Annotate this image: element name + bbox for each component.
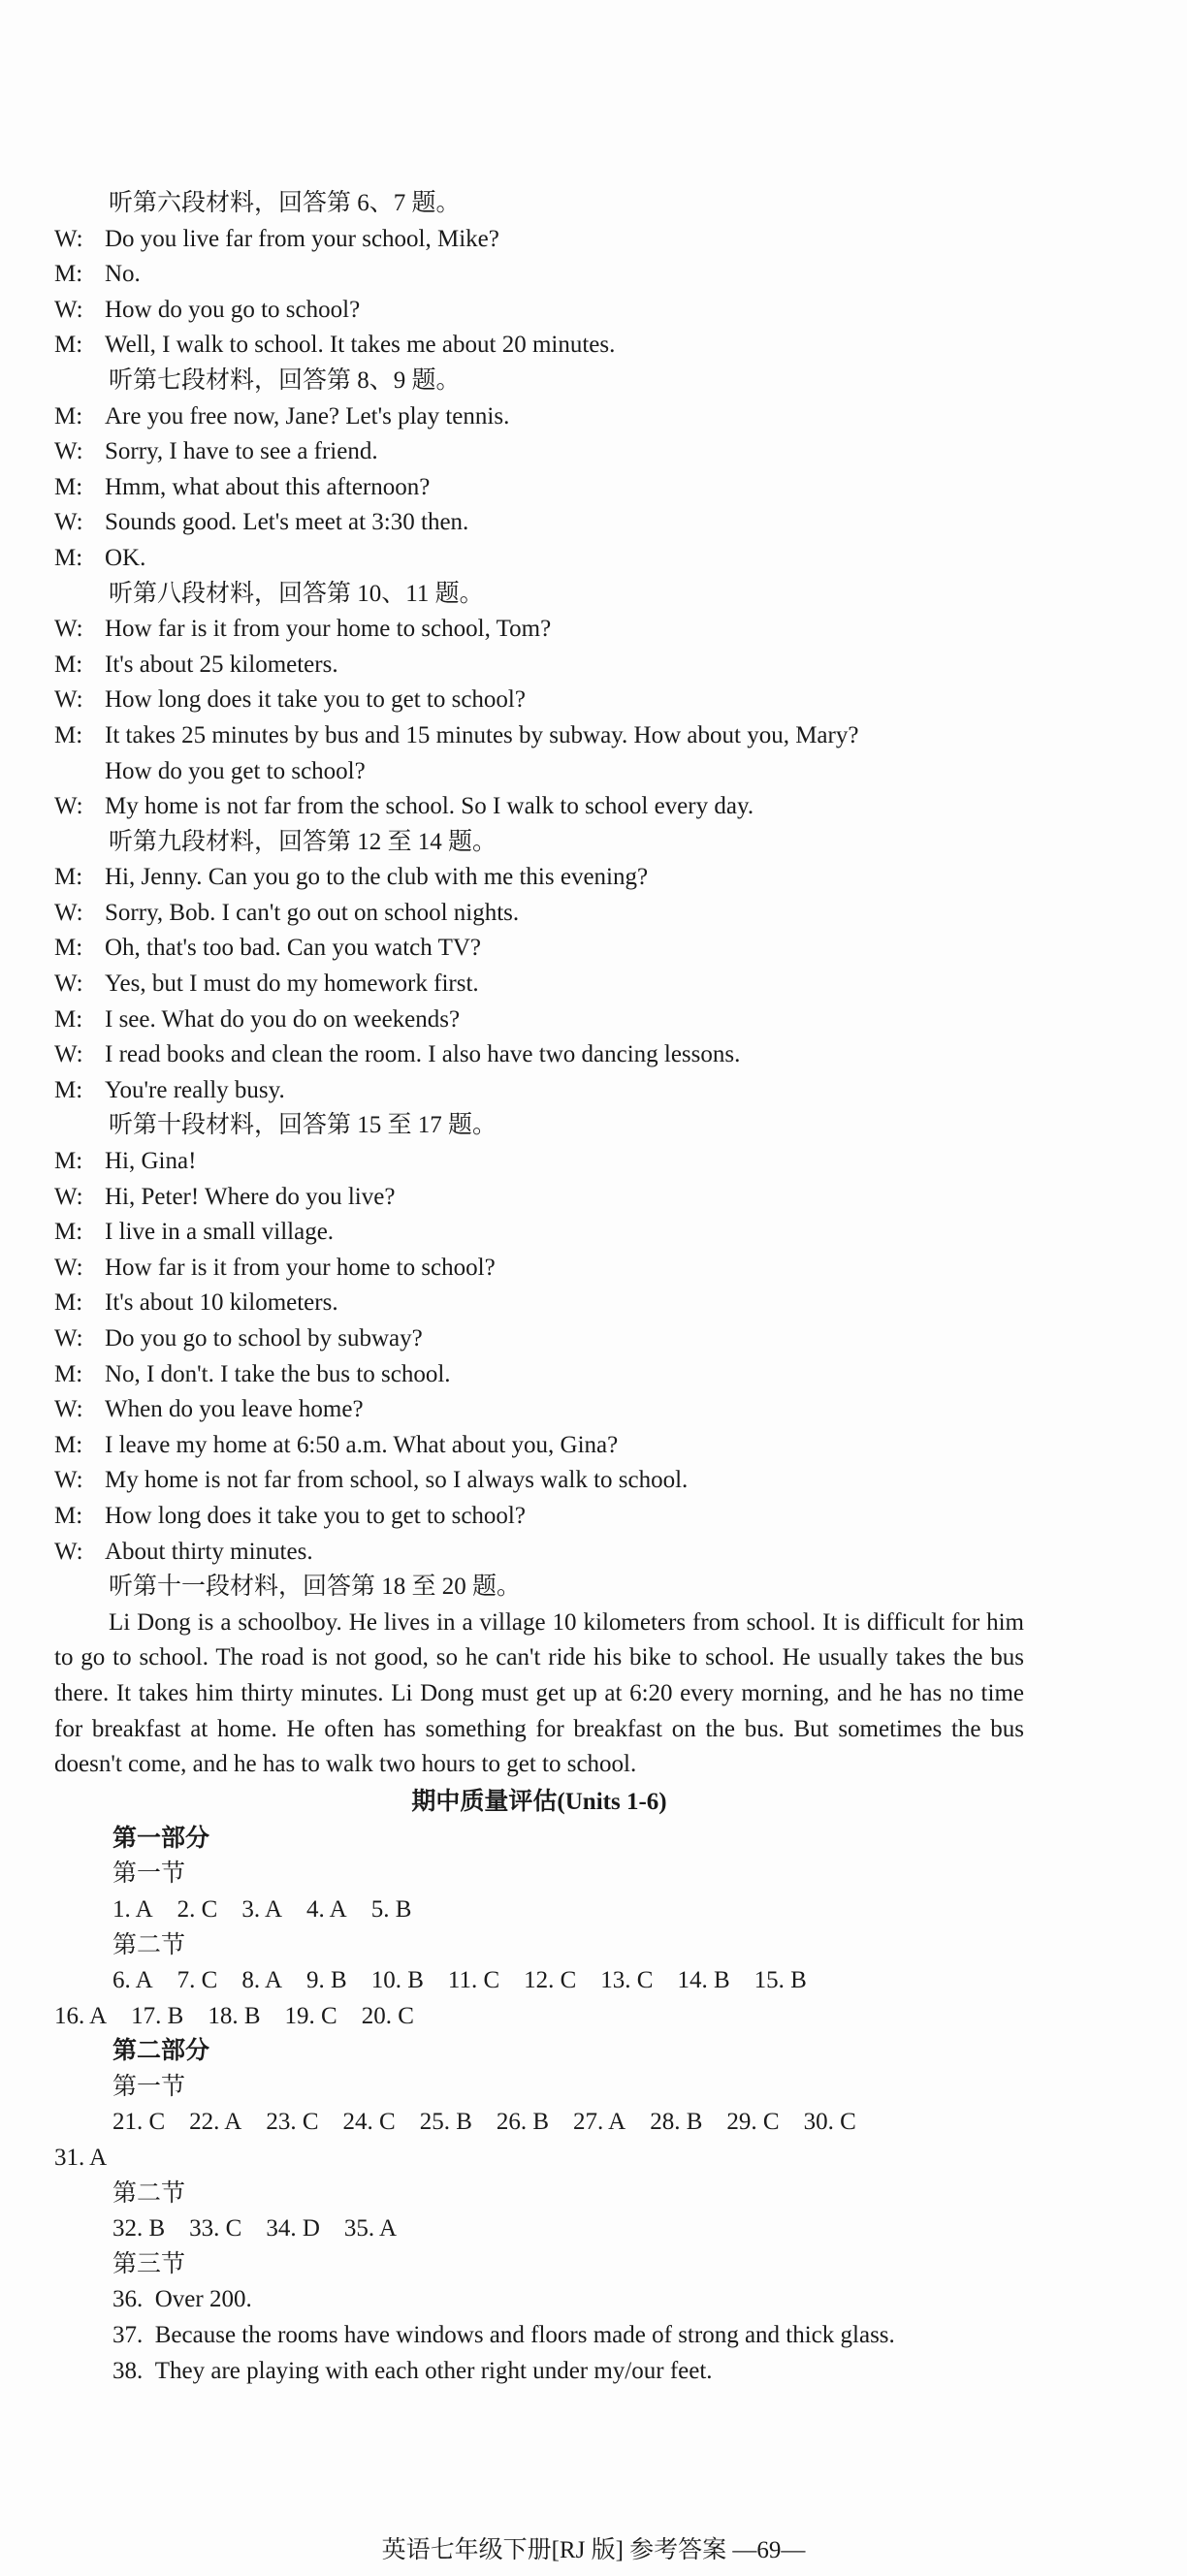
speaker: M: xyxy=(54,332,83,359)
part-heading: 第一部分 xyxy=(112,1825,210,1852)
dialogue-line xyxy=(54,1463,1024,1499)
dialogue-text: Yes, but I must do my homework first. xyxy=(105,970,479,998)
answer-row: 32. B 33. C 34. D 35. A xyxy=(112,2215,398,2242)
speaker: W: xyxy=(54,1467,83,1494)
speaker: M: xyxy=(54,864,83,891)
part-heading: 第二部分 xyxy=(112,2038,210,2065)
dialogue-line xyxy=(54,505,1024,541)
dialogue-text: When do you leave home? xyxy=(105,1396,364,1423)
dialogue-line xyxy=(54,1428,1024,1464)
dialogue-text: No, I don't. I take the bus to school. xyxy=(105,1360,451,1387)
subsection-heading: 第一节 xyxy=(112,2073,186,2100)
section-header: 听第七段材料，回答第 8、9 题。 xyxy=(109,366,461,394)
dialogue-line xyxy=(54,1180,1024,1216)
dialogue-10 xyxy=(54,1108,1024,1570)
speaker: M: xyxy=(54,1005,83,1033)
dialogue-text: Sounds good. Let's meet at 3:30 then. xyxy=(105,509,469,536)
dialogue-line xyxy=(54,1535,1024,1571)
dialogue-text: Sorry, I have to see a friend. xyxy=(105,438,378,465)
dialogue-line xyxy=(54,222,1024,258)
speaker: M: xyxy=(54,1289,83,1317)
dialogue-text: Hmm, what about this afternoon? xyxy=(105,473,431,500)
speaker: W: xyxy=(54,1396,83,1423)
speaker: W: xyxy=(54,296,83,323)
speaker: M: xyxy=(54,1219,83,1246)
passage-11 xyxy=(54,1570,1024,1783)
dialogue-text: Hi, Peter! Where do you live? xyxy=(105,1183,396,1210)
answer-36: 36. Over 200. xyxy=(112,2286,252,2313)
dialogue-line xyxy=(54,1357,1024,1393)
dialogue-continuation: How do you get to school? xyxy=(105,757,366,784)
dialogue-9 xyxy=(54,825,1024,1109)
dialogue-text: You're really busy. xyxy=(105,1076,285,1103)
subsection-heading: 第三节 xyxy=(112,2250,186,2277)
speaker: M: xyxy=(54,1076,83,1103)
dialogue-line xyxy=(54,1499,1024,1535)
dialogue-line xyxy=(54,257,1024,293)
speaker: W: xyxy=(54,793,83,820)
speaker: W: xyxy=(54,616,83,643)
dialogue-line xyxy=(54,1251,1024,1287)
dialogue-text: I see. What do you do on weekends? xyxy=(105,1005,461,1033)
answer-row: 6. A 7. C 8. A 9. B 10. B 11. C 12. C 13. C 14. B 15. B xyxy=(112,1967,807,1994)
speaker: W: xyxy=(54,1041,83,1068)
dialogue-text: I live in a small village. xyxy=(105,1219,335,1246)
speaker: W: xyxy=(54,1254,83,1281)
speaker: W: xyxy=(54,1325,83,1352)
speaker: M: xyxy=(54,721,83,748)
dialogue-line xyxy=(54,931,1024,967)
speaker: W: xyxy=(54,899,83,926)
dialogue-text: I leave my home at 6:50 a.m. What about you, Gina? xyxy=(105,1431,619,1458)
speaker: M: xyxy=(54,1148,83,1175)
dialogue-text: How do you go to school? xyxy=(105,296,361,323)
dialogue-8 xyxy=(54,577,1024,825)
dialogue-line xyxy=(54,789,1024,825)
dialogue-text: About thirty minutes. xyxy=(105,1538,313,1565)
passage-text: Li Dong is a schoolboy. He lives in a village 10 kilometers from school. It is difficult for him to go to school. The road is not good, so he can't ride his bike to school. He usually takes the bus there. It takes him thirty minutes. Li Dong must get up at 6:20 every morning, and he has no time for breakfast at home. He often has something for breakfast on the bus. But sometimes the bus doesn't come, and he has to walk two hours to get to school. xyxy=(54,1608,1024,1778)
dialogue-text: Hi, Jenny. Can you go to the club with me this evening? xyxy=(105,864,649,891)
dialogue-line xyxy=(54,1286,1024,1321)
answer-row-cont: 31. A xyxy=(54,2145,108,2172)
dialogue-line xyxy=(54,683,1024,718)
dialogue-line xyxy=(54,1392,1024,1428)
section-header: 听第八段材料，回答第 10、11 题。 xyxy=(109,580,484,607)
subsection-heading: 第二节 xyxy=(112,1931,186,1958)
dialogue-7 xyxy=(54,364,1024,577)
speaker: M: xyxy=(54,544,83,571)
dialogue-text: Do you live far from your school, Mike? xyxy=(105,225,499,252)
speaker: M: xyxy=(54,1502,83,1529)
dialogue-line xyxy=(54,967,1024,1002)
speaker: M: xyxy=(54,473,83,500)
section-header: 听第六段材料，回答第 6、7 题。 xyxy=(109,190,461,216)
dialogue-text: How far is it from your home to school, Tom? xyxy=(105,616,552,643)
dialogue-line xyxy=(54,860,1024,896)
speaker: M: xyxy=(54,935,83,962)
dialogue-line xyxy=(54,648,1024,684)
dialogue-text: My home is not far from the school. So I walk to school every day. xyxy=(105,793,754,820)
answer-row-cont: 16. A 17. B 18. B 19. C 20. C xyxy=(54,2002,414,2029)
dialogue-text: It takes 25 minutes by bus and 15 minutes by subway. How about you, Mary? xyxy=(105,721,859,748)
dialogue-text: Well, I walk to school. It takes me about 20 minutes. xyxy=(105,332,616,359)
speaker: W: xyxy=(54,686,83,714)
answer-row: 1. A 2. C 3. A 4. A 5. B xyxy=(112,1895,412,1923)
dialogue-line xyxy=(54,470,1024,506)
dialogue-6 xyxy=(54,186,1024,364)
dialogue-line xyxy=(54,1073,1024,1109)
dialogue-text: It's about 10 kilometers. xyxy=(105,1289,338,1317)
dialogue-line xyxy=(54,328,1024,364)
speaker: W: xyxy=(54,1183,83,1210)
dialogue-text: I read books and clean the room. I also have two dancing lessons. xyxy=(105,1041,741,1068)
section-header: 听第十一段材料，回答第 18 至 20 题。 xyxy=(109,1574,522,1601)
dialogue-text: No. xyxy=(105,261,141,288)
dialogue-text: My home is not far from school, so I always walk to school. xyxy=(105,1467,689,1494)
dialogue-text: How far is it from your home to school? xyxy=(105,1254,496,1281)
answer-row: 21. C 22. A 23. C 24. C 25. B 26. B 27. A 28. B 29. C 30. C xyxy=(112,2109,856,2136)
dialogue-line xyxy=(54,541,1024,577)
answer-37: 37. Because the rooms have windows and floors made of strong and thick glass. xyxy=(112,2322,895,2349)
dialogue-line xyxy=(54,1321,1024,1357)
dialogue-text: OK. xyxy=(105,544,146,571)
dialogue-text: Oh, that's too bad. Can you watch TV? xyxy=(105,935,482,962)
subsection-heading: 第一节 xyxy=(112,1860,186,1888)
dialogue-text: How long does it take you to get to school? xyxy=(105,686,526,714)
dialogue-line xyxy=(54,1215,1024,1251)
section-header: 听第十段材料，回答第 15 至 17 题。 xyxy=(109,1112,497,1139)
dialogue-line xyxy=(54,896,1024,932)
speaker: W: xyxy=(54,970,83,998)
dialogue-line xyxy=(54,718,1024,754)
page-content xyxy=(54,186,1024,2389)
speaker: M: xyxy=(54,261,83,288)
speaker: W: xyxy=(54,438,83,465)
dialogue-line xyxy=(54,399,1024,435)
subsection-heading: 第二节 xyxy=(112,2179,186,2207)
answer-key xyxy=(54,1822,1024,2390)
speaker: M: xyxy=(54,651,83,678)
speaker: M: xyxy=(54,1431,83,1458)
dialogue-line xyxy=(54,293,1024,329)
dialogue-line xyxy=(54,434,1024,470)
section-header: 听第九段材料，回答第 12 至 14 题。 xyxy=(109,828,497,855)
answer-title: 期中质量评估(Units 1-6) xyxy=(411,1788,667,1815)
dialogue-text: It's about 25 kilometers. xyxy=(105,651,338,678)
dialogue-text: Do you go to school by subway? xyxy=(105,1325,423,1352)
dialogue-line xyxy=(54,1002,1024,1038)
answer-38: 38. They are playing with each other right under my/our feet. xyxy=(112,2357,713,2384)
dialogue-text: Hi, Gina! xyxy=(105,1148,197,1175)
speaker: M: xyxy=(54,402,83,429)
dialogue-line xyxy=(54,1144,1024,1180)
dialogue-text: How long does it take you to get to school? xyxy=(105,1502,526,1529)
dialogue-text: Sorry, Bob. I can't go out on school nights. xyxy=(105,899,520,926)
speaker: W: xyxy=(54,509,83,536)
speaker: M: xyxy=(54,1360,83,1387)
dialogue-text: Are you free now, Jane? Let's play tennis. xyxy=(105,402,510,429)
dialogue-line xyxy=(54,612,1024,648)
dialogue-line xyxy=(54,1037,1024,1073)
page-footer: 英语七年级下册[RJ 版] 参考答案 —69— xyxy=(381,2537,806,2563)
speaker: W: xyxy=(54,1538,83,1565)
speaker: W: xyxy=(54,225,83,252)
